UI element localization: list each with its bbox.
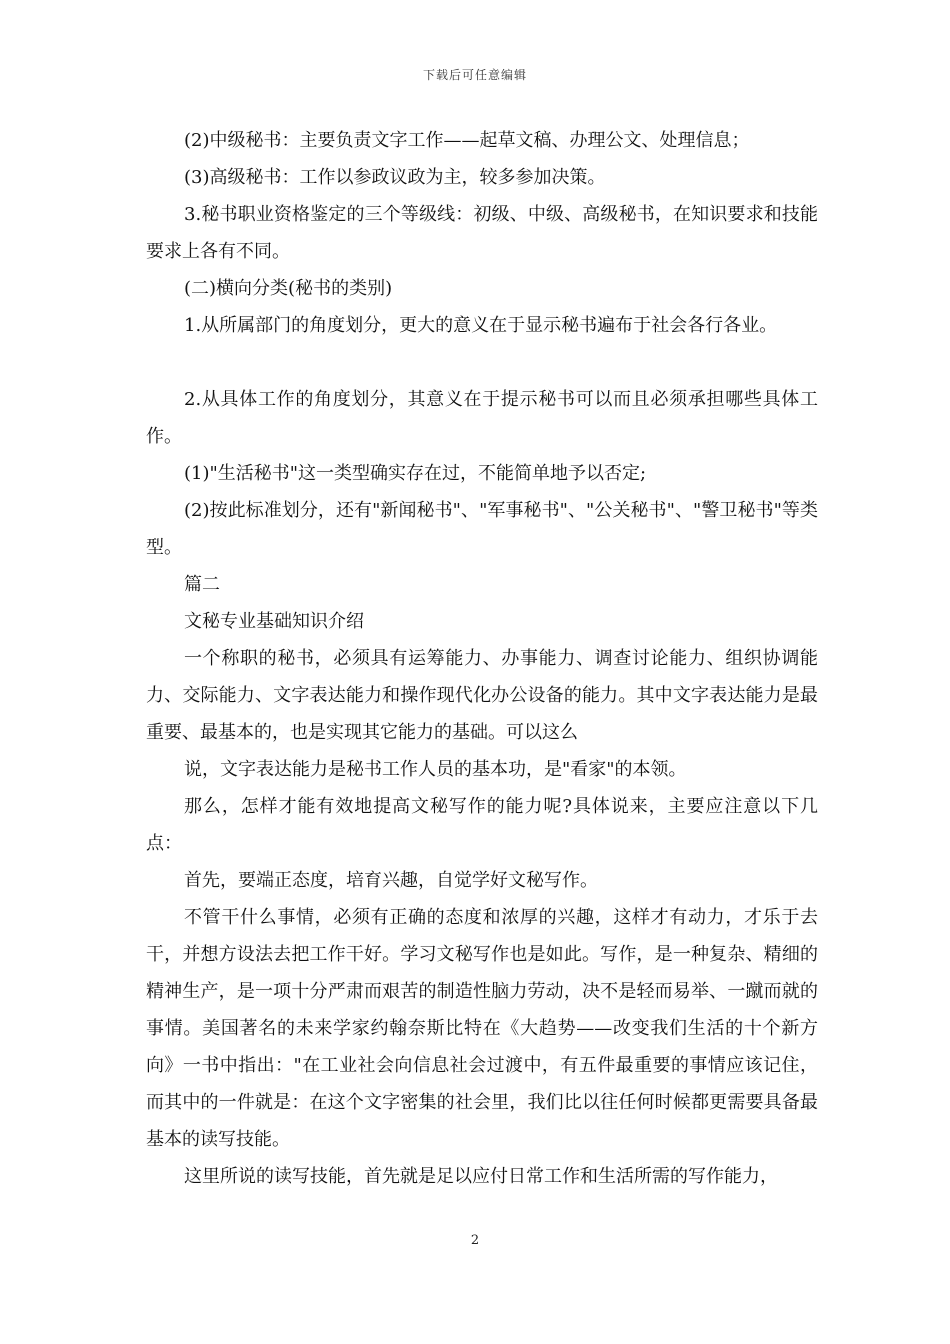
section-heading: (二)横向分类(秘书的类别) — [184, 278, 393, 299]
paragraph: (2)中级秘书：主要负责文字工作——起草文稿、办理公文、处理信息； — [184, 130, 750, 151]
page-number: 2 — [470, 1233, 480, 1248]
paragraph: 那么，怎样才能有效地提高文秘写作的能力呢?具体说来，主要应注意以下几点： — [146, 796, 818, 854]
paragraph: 不管干什么事情，必须有正确的态度和浓厚的兴趣，这样才有动力，才乐于去干，并想方设法去把工作干好。学习文秘写作也是如此。写作，是一种复杂、精细的精神生产，是一项十分严肃而艰苦的制造性脑力劳动，决不是轻而易举、一蹴而就的事情。美国著名的未来学家约翰奈斯比特在《大趋势——改变我们生活的十个新方向》一书中指出："在工业社会向信息社会过渡中，有五件最重要的事情应该记住，而其中的一件就是：在这个文字密集的社会里，我们比以往任何时候都更需要具备最基本的读写技能。 — [146, 907, 818, 1150]
paragraph: 一个称职的秘书，必须具有运筹能力、办事能力、调查讨论能力、组织协调能力、交际能力、文字表达能力和操作现代化办公设备的能力。其中文字表达能力是最重要、最基本的，也是实现其它能力的基础。可以这么 — [146, 648, 818, 743]
paragraph: 1.从所属部门的角度划分，更大的意义在于显示秘书遍布于社会各行各业。 — [184, 315, 778, 336]
paragraph: 首先，要端正态度，培育兴趣，自觉学好文秘写作。 — [184, 870, 598, 891]
paragraph: (3)高级秘书：工作以参政议政为主，较多参加决策。 — [184, 167, 606, 188]
document-body — [146, 122, 818, 1195]
page-header: 下载后可任意编辑 — [422, 68, 527, 82]
paragraph: 3.秘书职业资格鉴定的三个等级线：初级、中级、高级秘书，在知识要求和技能要求上各有不同。 — [146, 204, 818, 262]
blank-line — [146, 344, 818, 381]
paragraph: (1)"生活秘书"这一类型确实存在过，不能简单地予以否定; — [184, 463, 647, 484]
section-title: 文秘专业基础知识介绍 — [184, 611, 364, 632]
paragraph: (2)按此标准划分，还有"新闻秘书"、"军事秘书"、"公关秘书"、"警卫秘书"等类型。 — [146, 500, 818, 558]
paragraph: 2.从具体工作的角度划分，其意义在于提示秘书可以而且必须承担哪些具体工作。 — [146, 389, 818, 447]
section-heading: 篇二 — [184, 574, 220, 595]
paragraph: 这里所说的读写技能，首先就是足以应付日常工作和生活所需的写作能力， — [184, 1166, 778, 1187]
paragraph: 说，文字表达能力是秘书工作人员的基本功，是"看家"的本领。 — [184, 759, 687, 780]
